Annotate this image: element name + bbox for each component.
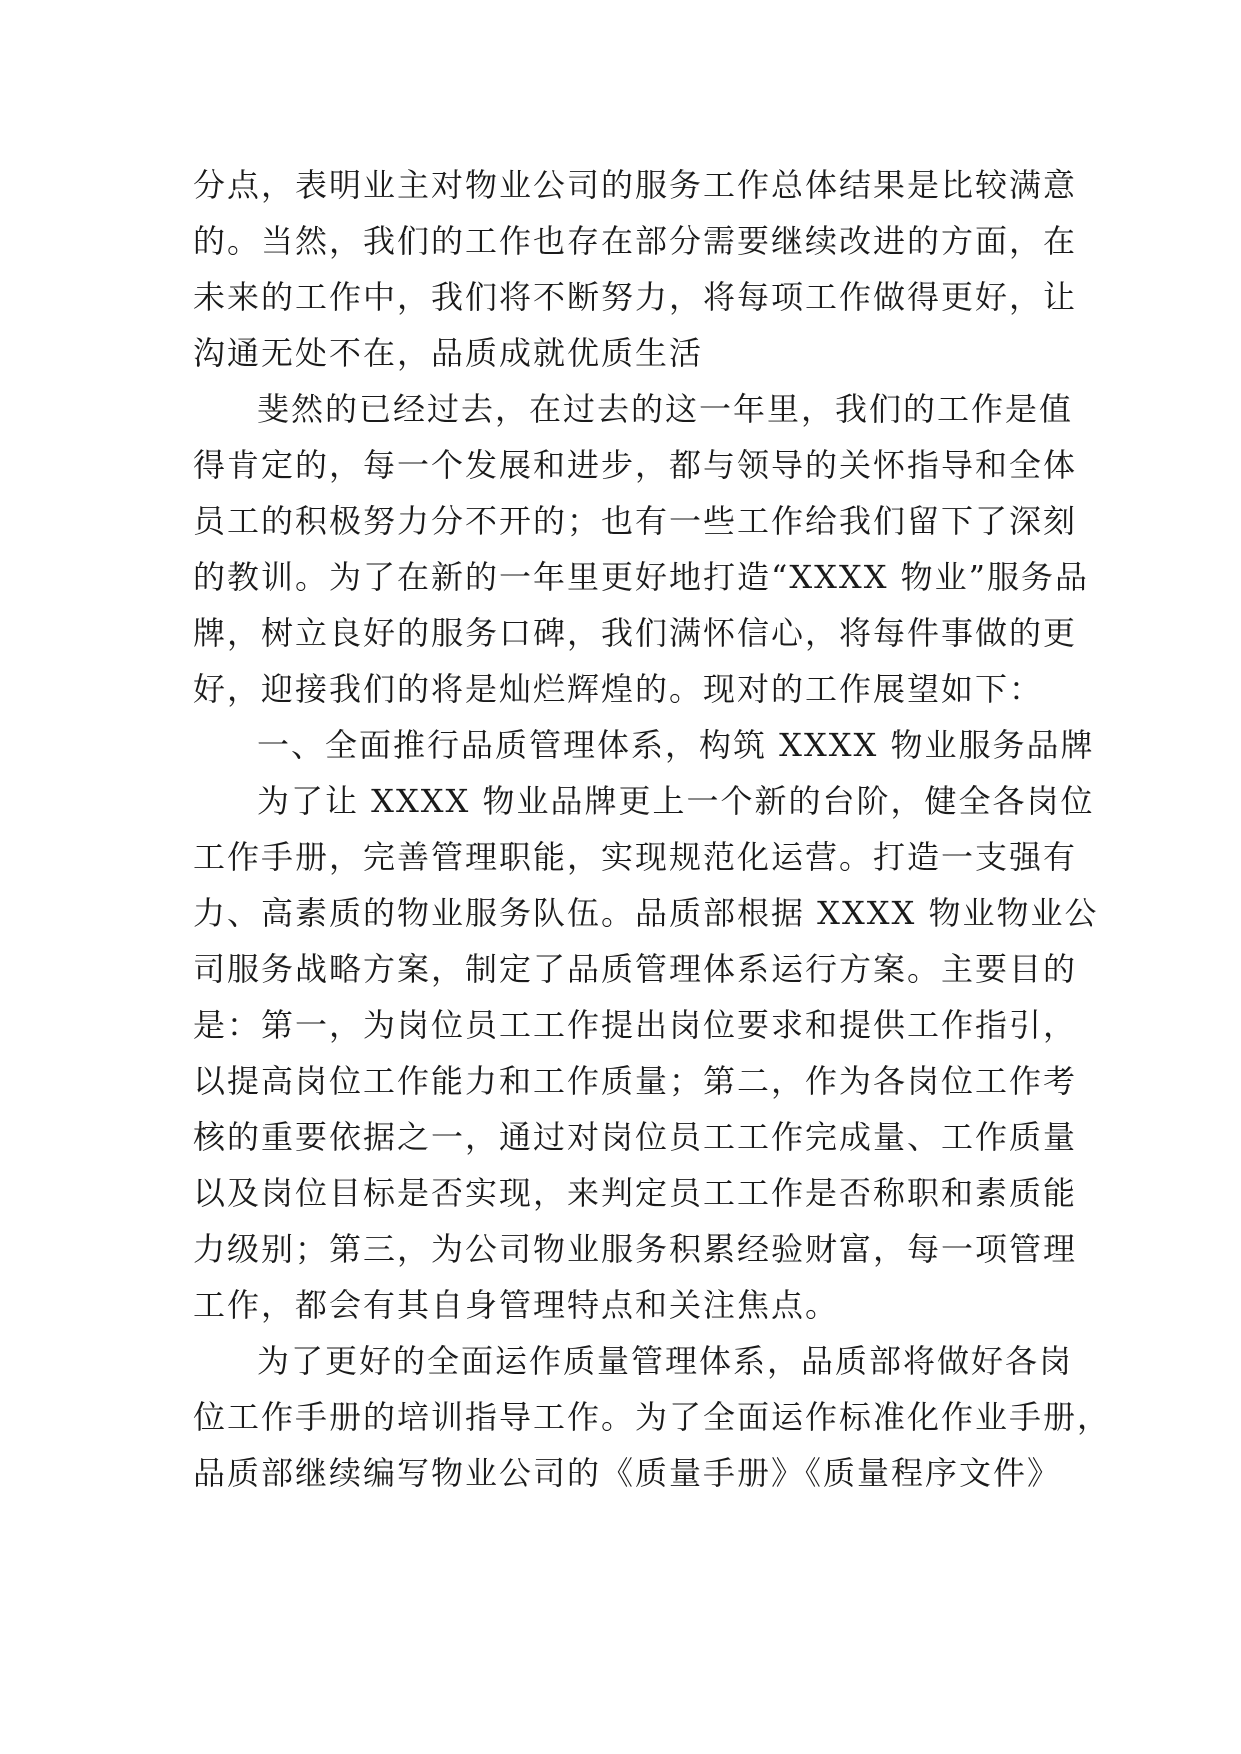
text-line: 未来的工作中，我们将不断努力，将每项工作做得更好，让 xyxy=(193,278,1078,316)
text-line: 为了让 XXXX 物业品牌更上一个新的台阶，健全各岗位 xyxy=(257,782,1095,820)
document-body xyxy=(193,157,1112,1501)
text-line: 员工的积极努力分不开的；也有一些工作给我们留下了深刻 xyxy=(193,502,1078,540)
text-line: 分点，表明业主对物业公司的服务工作总体结果是比较满意 xyxy=(193,166,1078,204)
text-line: 得肯定的，每一个发展和进步，都与领导的关怀指导和全体 xyxy=(193,446,1078,484)
text-line: 核的重要依据之一，通过对岗位员工工作完成量、工作质量 xyxy=(193,1118,1078,1156)
text-line: 以提高岗位工作能力和工作质量；第二，作为各岗位工作考 xyxy=(193,1062,1078,1100)
text-line: 力、高素质的物业服务队伍。品质部根据 XXXX 物业物业公 xyxy=(193,894,1099,932)
text-line: 司服务战略方案，制定了品质管理体系运行方案。主要目的 xyxy=(193,950,1078,988)
text-line: 斐然的已经过去，在过去的这一年里，我们的工作是值 xyxy=(257,390,1074,428)
text-line: 工作，都会有其自身管理特点和关注焦点。 xyxy=(193,1286,840,1324)
text-line: 位工作手册的培训指导工作。为了全面运作标准化作业手册， xyxy=(193,1398,1112,1436)
text-line: 的教训。为了在新的一年里更好地打造“XXXX 物业”服务品 xyxy=(193,558,1090,596)
text-line: 以及岗位目标是否实现，来判定员工工作是否称职和素质能 xyxy=(193,1174,1078,1212)
text-line: 品质部继续编写物业公司的《质量手册》《质量程序文件》 xyxy=(193,1454,1062,1492)
text-line: 工作手册，完善管理职能，实现规范化运营。打造一支强有 xyxy=(193,838,1078,876)
text-line: 为了更好的全面运作质量管理体系，品质部将做好各岗 xyxy=(257,1342,1074,1380)
text-line: 沟通无处不在，品质成就优质生活 xyxy=(193,334,704,372)
text-line: 是：第一，为岗位员工工作提出岗位要求和提供工作指引， xyxy=(193,1006,1078,1044)
text-line: 一、全面推行品质管理体系，构筑 XXXX 物业服务品牌 xyxy=(257,726,1095,764)
text-line: 牌，树立良好的服务口碑，我们满怀信心，将每件事做的更 xyxy=(193,614,1078,652)
text-line: 的。当然，我们的工作也存在部分需要继续改进的方面，在 xyxy=(193,222,1078,260)
text-line: 力级别；第三，为公司物业服务积累经验财富，每一项管理 xyxy=(193,1230,1078,1268)
text-line: 好，迎接我们的将是灿烂辉煌的。现对的工作展望如下： xyxy=(193,670,1044,708)
